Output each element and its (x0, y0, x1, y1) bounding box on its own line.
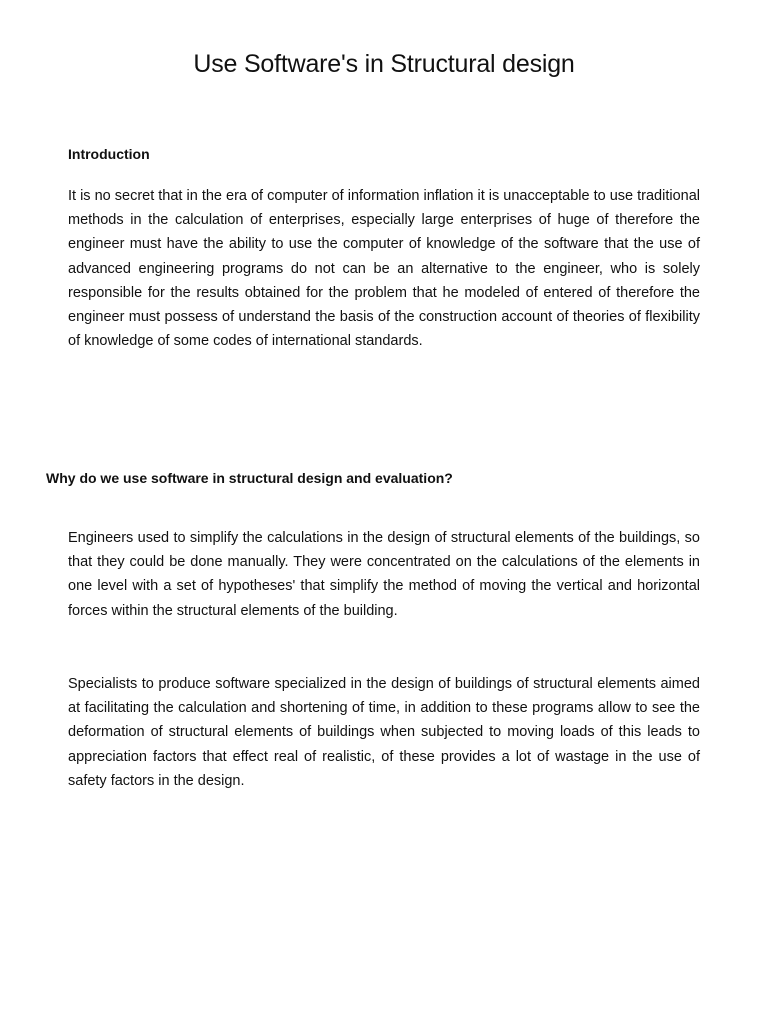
document-title: Use Software's in Structural design (193, 50, 575, 78)
why-software-paragraph-2: Specialists to produce software specialized in the design of buildings of structural elements aimed at facilitating the calculation and shortening of time, in addition to these programs allow to see the deformation of structural elements of buildings when subjected to moving loads of this leads to appreciation factors that effect real of realistic, of these provides a lot of wastage in the use of safety factors in the design. (68, 676, 700, 789)
introduction-paragraph: It is no secret that in the era of computer of information inflation it is unacceptable to use traditional methods in the calculation of enterprises, especially large enterprises of huge of therefore the engineer must have the ability to use the computer of knowledge of the software that the use of advanced engineering programs do not can be an alternative to the engineer, who is solely responsible for the results obtained for the problem that he modeled of entered of therefore the engineer must possess of understand the basis of the construction account of theories of flexibility of knowledge of some codes of international standards. (68, 188, 700, 350)
section-heading-why-software: Why do we use software in structural design and evaluation? (46, 470, 453, 486)
section-heading-introduction: Introduction (68, 146, 150, 162)
why-software-paragraph-1: Engineers used to simplify the calculations in the design of structural elements of the buildings, so that they could be done manually. They were concentrated on the calculations of the elements in one level with a set of hypotheses' that simplify the method of moving the vertical and horizontal forces within the structural elements of the building. (68, 530, 700, 619)
